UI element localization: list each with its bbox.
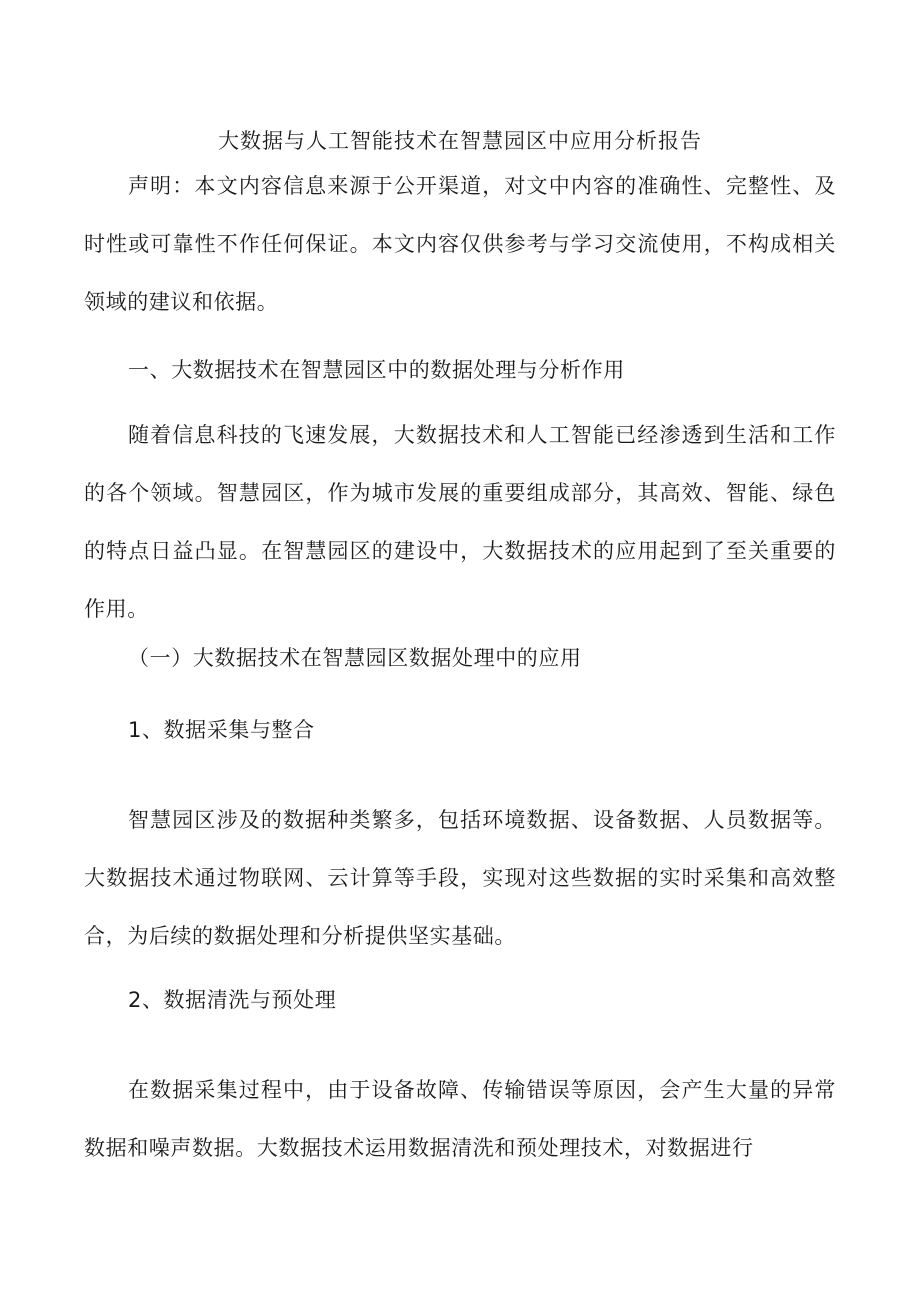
disclaimer-paragraph: 声明：本文内容信息来源于公开渠道，对文中内容的准确性、完整性、及时性或可靠性不作任何保证。本文内容仅供参考与学习交流使用，不构成相关领域的建议和依据。 [84, 174, 836, 314]
item-body-1: 智慧园区涉及的数据种类繁多，包括环境数据、设备数据、人员数据等。大数据技术通过物联网、云计算等手段，实现对这些数据的实时采集和高效整合，为后续的数据处理和分析提供坚实基础。 [84, 808, 836, 948]
item-heading-2: 2、数据清洗与预处理 [128, 988, 337, 1012]
subsection-heading: （一）大数据技术在智慧园区数据处理中的应用 [128, 646, 582, 670]
item-body-2: 在数据采集过程中，由于设备故障、传输错误等原因，会产生大量的异常数据和噪声数据。大数据技术运用数据清洗和预处理技术，对数据进行 [84, 1078, 836, 1160]
section-intro-paragraph: 随着信息科技的飞速发展，大数据技术和人工智能已经渗透到生活和工作的各个领域。智慧园区，作为城市发展的重要组成部分，其高效、智能、绿色的特点日益凸显。在智慧园区的建设中，大数据技术的应用起到了至关重要的作用。 [84, 423, 836, 621]
section-heading: 一、大数据技术在智慧园区中的数据处理与分析作用 [128, 358, 625, 382]
item-heading-1: 1、数据采集与整合 [128, 718, 315, 742]
document-title: 大数据与人工智能技术在智慧园区中应用分析报告 [218, 129, 702, 153]
